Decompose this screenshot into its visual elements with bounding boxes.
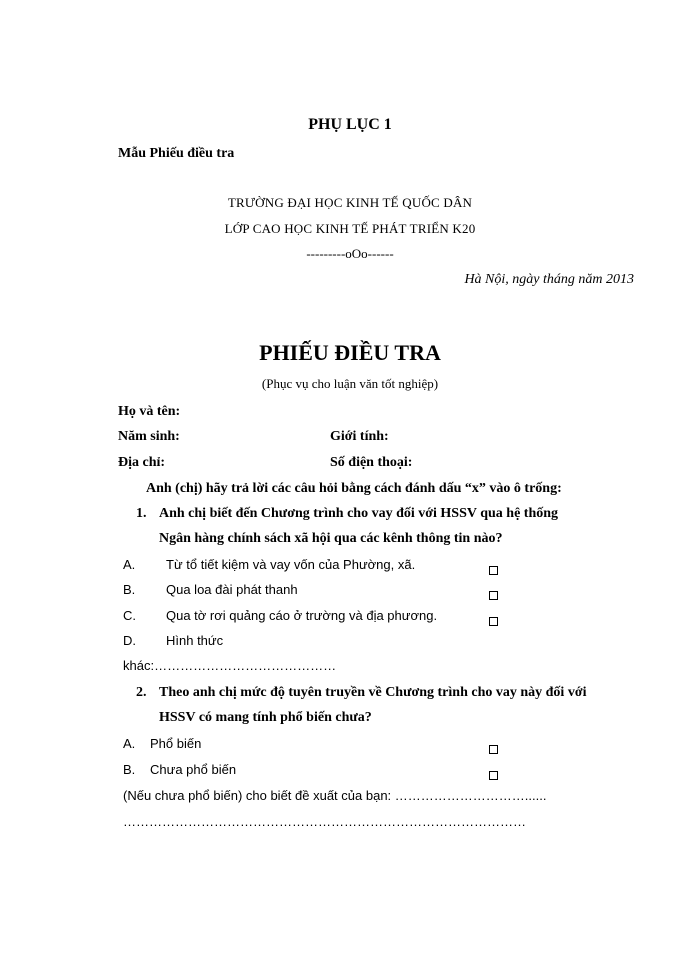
sample-label: Mẫu Phiếu điều tra bbox=[118, 146, 235, 161]
q1-option-d-letter: D. bbox=[123, 633, 136, 648]
q2-option-b-text: Chưa phổ biến bbox=[150, 762, 237, 777]
question-1-line-1: Anh chị biết đến Chương trình cho vay đối với HSSV qua hệ thống bbox=[159, 506, 559, 521]
gender-field-label: Giới tính: bbox=[330, 429, 389, 444]
q2-suggestion-line[interactable]: (Nếu chưa phổ biến) cho biết đề xuất của bạn: …………………………...... bbox=[123, 788, 547, 803]
address-field-label: Địa chỉ: bbox=[118, 455, 166, 470]
birth-year-field-label: Năm sinh: bbox=[118, 429, 180, 444]
q1-option-a-letter: A. bbox=[123, 557, 136, 572]
separator: ---------oOo------ bbox=[306, 246, 394, 261]
q2-dotted-line[interactable]: ………………………………………………………………………………… bbox=[123, 814, 526, 829]
question-2-line-2: HSSV có mang tính phổ biến chưa? bbox=[159, 710, 372, 725]
q1-option-b-letter: B. bbox=[123, 582, 136, 597]
question-2-line-1: Theo anh chị mức độ tuyên truyền về Chương trình cho vay này đối với bbox=[159, 685, 587, 700]
q2-option-a-checkbox[interactable] bbox=[489, 741, 498, 759]
phone-field-label: Số điện thoại: bbox=[330, 455, 413, 470]
q1-option-a-checkbox[interactable] bbox=[489, 562, 498, 580]
school-name: TRƯỜNG ĐẠI HỌC KINH TẾ QUỐC DÂN bbox=[227, 195, 473, 210]
q2-option-a-letter: A. bbox=[123, 736, 136, 751]
q1-option-b-checkbox[interactable] bbox=[489, 587, 498, 605]
question-2-number: 2. bbox=[136, 685, 147, 700]
q1-option-b-text: Qua loa đài phát thanh bbox=[166, 582, 298, 597]
q1-option-d-text: Hình thức bbox=[166, 633, 224, 648]
q1-other-line[interactable]: khác:…………………………………… bbox=[123, 658, 337, 673]
date-line: Hà Nội, ngày tháng năm 2013 bbox=[464, 272, 634, 287]
question-1-number: 1. bbox=[136, 506, 147, 521]
q1-option-c-checkbox[interactable] bbox=[489, 613, 498, 631]
q2-option-a-text: Phổ biến bbox=[150, 736, 202, 751]
class-name: LỚP CAO HỌC KINH TẾ PHÁT TRIỂN K20 bbox=[224, 221, 476, 236]
q1-option-a-text: Từ tổ tiết kiệm và vay vốn của Phường, xã. bbox=[166, 557, 416, 572]
form-subtitle: (Phục vụ cho luận văn tốt nghiệp) bbox=[261, 376, 439, 391]
q2-option-b-letter: B. bbox=[123, 762, 136, 777]
q1-option-c-letter: C. bbox=[123, 608, 136, 623]
instruction-text: Anh (chị) hãy trả lời các câu hỏi bằng cách đánh dấu “x” vào ô trống: bbox=[146, 481, 562, 496]
q2-option-b-checkbox[interactable] bbox=[489, 767, 498, 785]
form-title: PHIẾU ĐIỀU TRA bbox=[259, 340, 441, 365]
q1-option-c-text: Qua tờ rơi quảng cáo ở trường và địa phương. bbox=[166, 608, 438, 623]
question-1-line-2: Ngân hàng chính sách xã hội qua các kênh thông tin nào? bbox=[159, 531, 503, 546]
appendix-title: PHỤ LỤC 1 bbox=[308, 116, 392, 133]
name-field-label: Họ và tên: bbox=[118, 404, 181, 419]
